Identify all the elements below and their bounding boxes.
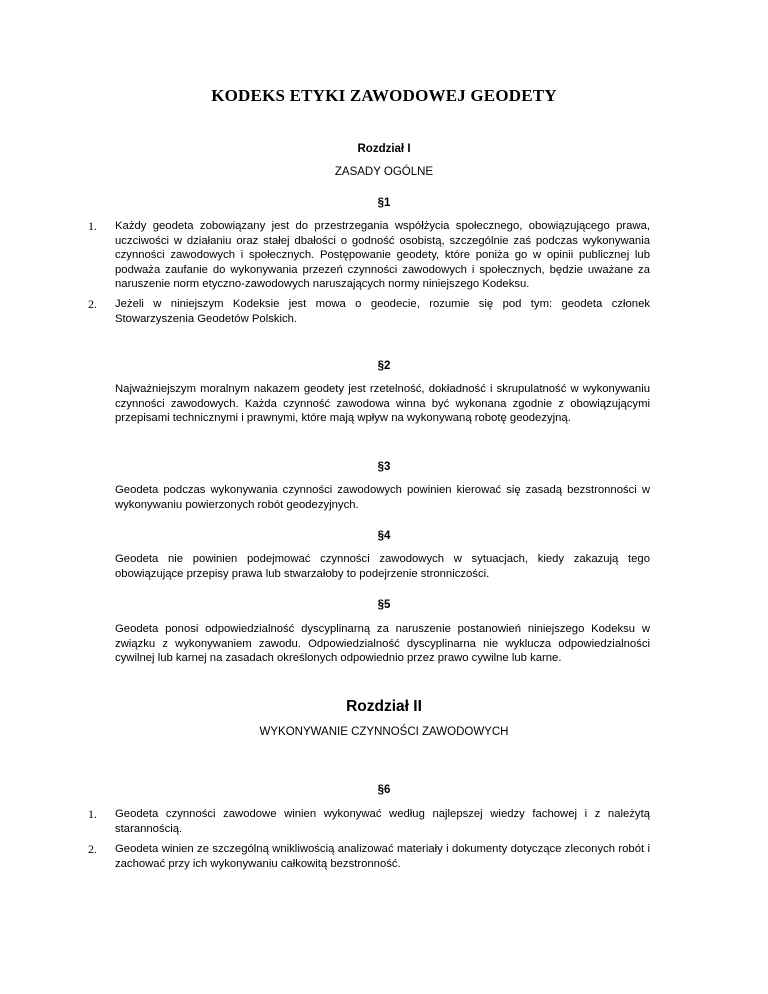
section-1-item-2-number: 2. [88, 297, 97, 311]
section-4-text: Geodeta nie powinien podejmować czynności zawodowych w sytuacjach, kiedy zakazują tego obowiązujące przepisy prawa lub stwarzałoby to podejrzenie stronniczości. [115, 553, 650, 580]
document-title: KODEKS ETYKI ZAWODOWEJ GEODETY [211, 86, 557, 105]
chapter-2-heading: Rozdział II [346, 698, 422, 715]
chapter-1-heading: Rozdział I [357, 143, 411, 155]
section-5-label: §5 [377, 599, 391, 611]
section-1-item-2-text: Jeżeli w niniejszym Kodeksie jest mowa o geodecie, rozumie się pod tym: geodeta członek Stowarzyszenia Geodetów Polskich. [115, 298, 650, 325]
section-2-text: Najważniejszym moralnym nakazem geodety jest rzetelność, dokładność i skrupulatność w wykonywaniu czynności zawodowych. Każda czynność zawodowa winna być wykonana zgodnie z obowiązującymi przepisami technicznymi i prawnymi, które mają wpływ na wykonywaną robotę geodezyjną. [115, 383, 650, 425]
section-1-item-1-text: Każdy geodeta zobowiązany jest do przestrzegania współżycia społecznego, obowiązującego prawa, uczciwości w działaniu oraz stałej dbałości o godność osobistą, szczególnie zaś podczas wykonywania czynności zawodowych i społecznych. Postępowanie geodety, które poniża go w opinii publicznej lub podważa zaufanie do wykonywania przezeń czynności zawodowych i społecznych, będzie uważane za naruszenie norm etyczno-zawodowych naruszających normy niniejszego Kodeksu. [115, 220, 650, 291]
section-6-label: §6 [377, 784, 391, 796]
section-6-item-2-number: 2. [88, 842, 97, 856]
section-6-item-1-number: 1. [88, 807, 97, 821]
section-3-label: §3 [377, 461, 391, 473]
chapter-1-subtitle: ZASADY OGÓLNE [334, 166, 434, 178]
section-2-label: §2 [377, 360, 391, 372]
section-5-text: Geodeta ponosi odpowiedzialność dyscyplinarną za naruszenie postanowień niniejszego Kodeksu w związku z wykonywaniem zawodu. Odpowiedzialność dyscyplinarna nie wyklucza odpowiedzialności cywilnej lub karnej na zasadach określonych odpowiednio przez prawo cywilne lub karne. [115, 623, 650, 665]
section-3-text: Geodeta podczas wykonywania czynności zawodowych powinien kierować się zasadą bezstronności w wykonywaniu powierzonych robót geodezyjnych. [115, 484, 650, 511]
section-1-item-1-number: 1. [88, 219, 97, 233]
section-6-item-1-text: Geodeta czynności zawodowe winien wykonywać według najlepszej wiedzy fachowej i z należytą starannością. [115, 808, 650, 835]
section-1-label: §1 [377, 197, 391, 209]
chapter-2-subtitle: WYKONYWANIE CZYNNOŚCI ZAWODOWYCH [259, 726, 509, 738]
section-6-item-2-text: Geodeta winien ze szczególną wnikliwością analizować materiały i dokumenty dotyczące zleconych robót i zachować przy ich wykonywaniu całkowitą bezstronność. [115, 843, 650, 870]
section-4-label: §4 [377, 530, 391, 542]
